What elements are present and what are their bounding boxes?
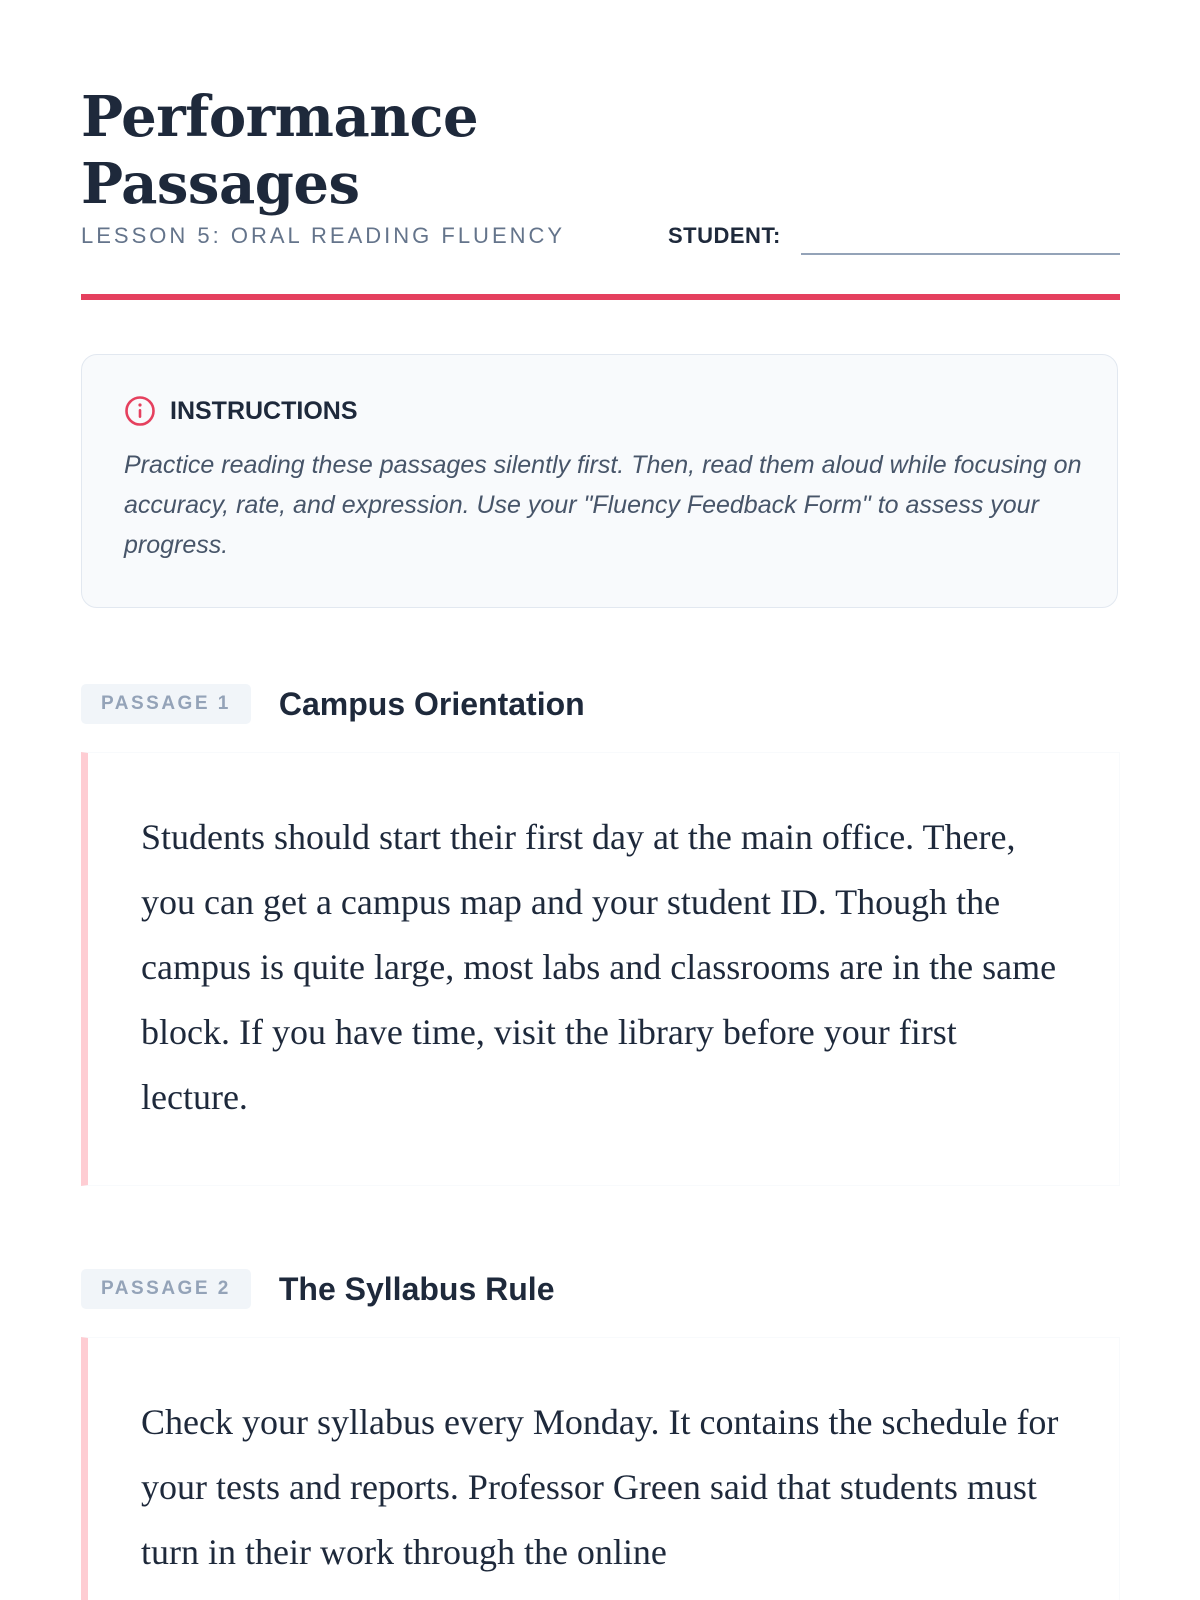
instructions-text: Practice reading these passages silently first. Then, read them aloud while focusing on accuracy, rate, and expression. Use your "Fluency Feedback Form" to assess your progress. bbox=[124, 451, 1082, 559]
passage-1-box bbox=[81, 752, 1120, 1186]
header-divider bbox=[81, 294, 1120, 300]
passage-1-badge: PASSAGE 1 bbox=[81, 684, 251, 724]
passage-2-badge: PASSAGE 2 bbox=[81, 1269, 251, 1309]
instructions-title: INSTRUCTIONS bbox=[170, 396, 358, 425]
passage-1-text: Students should start their first day at the main office. There, you can get a campus map and your student ID. Though the campus is quite large, most labs and classrooms are in the same block. If you have time, visit the library before your first lecture. bbox=[141, 817, 1057, 1117]
info-icon bbox=[124, 395, 156, 427]
passage-2-text: Check your syllabus every Monday. It contains the schedule for your tests and reports. Professor Green said that students must turn in their work through the online bbox=[141, 1402, 1059, 1572]
instructions-header bbox=[124, 395, 1075, 427]
passage-2-title: The Syllabus Rule bbox=[278, 1270, 555, 1307]
lesson-subtitle: LESSON 5: ORAL READING FLUENCY bbox=[81, 223, 566, 248]
student-name-field[interactable] bbox=[801, 233, 1120, 255]
passage-2-box bbox=[81, 1337, 1120, 1600]
title-line-2: Passages bbox=[81, 151, 360, 217]
page-title bbox=[81, 84, 641, 218]
student-label: STUDENT: bbox=[668, 223, 781, 248]
passage-2-header bbox=[81, 1269, 554, 1309]
passage-1-title: Campus Orientation bbox=[278, 685, 585, 722]
title-line-1: Performance bbox=[81, 84, 479, 150]
instructions-panel bbox=[81, 354, 1118, 608]
passage-1-header bbox=[81, 684, 585, 724]
